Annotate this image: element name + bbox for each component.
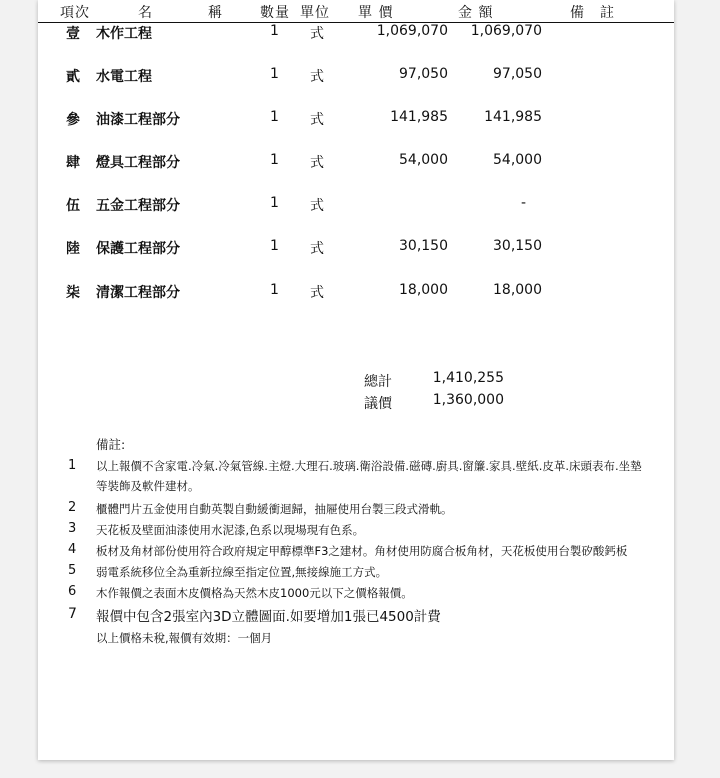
- header-item: 項次: [60, 5, 90, 21]
- item-qty: 1: [270, 152, 279, 168]
- item-number: 貳: [66, 69, 80, 85]
- item-name: 油漆工程部分: [96, 112, 180, 128]
- negotiated-label: 議價: [364, 396, 392, 412]
- table-row: [38, 23, 674, 45]
- remark-text-cont: 等裝飾及軟件建材。: [96, 479, 200, 493]
- item-amount: -: [520, 195, 526, 211]
- remarks-title: 備註:: [96, 437, 126, 452]
- item-amount: 97,050: [493, 66, 542, 82]
- item-name: 木作工程: [96, 26, 152, 42]
- item-amount: 18,000: [493, 282, 542, 298]
- item-price: 1,069,070: [376, 23, 448, 39]
- header-name-b: 稱: [208, 5, 223, 21]
- table-row: [38, 109, 674, 131]
- item-name: 水電工程: [96, 69, 152, 85]
- table-header: [38, 0, 674, 23]
- total-value: 1,410,255: [432, 370, 504, 386]
- item-unit: 式: [310, 198, 324, 214]
- item-number: 壹: [66, 26, 80, 42]
- item-name: 燈具工程部分: [96, 155, 180, 171]
- table-row: [38, 282, 674, 304]
- item-price: 54,000: [399, 152, 448, 168]
- remark-index: 4: [68, 542, 77, 557]
- remark-index: 3: [68, 521, 77, 536]
- item-qty: 1: [270, 109, 279, 125]
- remark-text: 木作報價之表面木皮價格為天然木皮1000元以下之價格報價。: [96, 586, 413, 600]
- item-number: 柒: [66, 285, 80, 301]
- item-name: 清潔工程部分: [96, 285, 180, 301]
- header-amount: 金 額: [458, 5, 494, 21]
- remark-text: 板材及角材部份使用符合政府規定甲醇標準F3之建材。角材使用防腐合板角材，天花板使用台製矽酸鈣板: [96, 544, 628, 558]
- item-qty: 1: [270, 23, 279, 39]
- remark-index: 1: [68, 458, 77, 473]
- item-qty: 1: [270, 238, 279, 254]
- item-unit: 式: [310, 112, 324, 128]
- table-row: [38, 195, 674, 217]
- remark-text: 櫃體門片五金使用自動英製自動緩衝迴歸，抽屜使用台製三段式滑軌。: [96, 502, 453, 516]
- header-remark: 備 註: [570, 5, 615, 21]
- item-price: 18,000: [399, 282, 448, 298]
- item-amount: 141,985: [484, 109, 542, 125]
- item-price: 30,150: [399, 238, 448, 254]
- item-qty: 1: [270, 66, 279, 82]
- header-qty: 數量: [260, 5, 290, 21]
- remark-text: 弱電系統移位全為重新拉線至指定位置,無接線施工方式。: [96, 565, 388, 579]
- item-unit: 式: [310, 285, 324, 301]
- remark-text: 天花板及壁面油漆使用水泥漆,色系以現場現有色系。: [96, 523, 365, 537]
- table-row: [38, 238, 674, 260]
- item-number: 陸: [66, 241, 80, 257]
- remark-index: 7: [68, 606, 77, 622]
- item-unit: 式: [310, 155, 324, 171]
- remark-text: 以上報價不含家電.冷氣.冷氣管線.主燈.大理石.玻璃.衛浴設備.磁磚.廚具.窗簾.家具.壁紙.皮革.床頭表布.坐墊: [96, 459, 642, 473]
- item-name: 五金工程部分: [96, 198, 180, 214]
- header-name-a: 名: [138, 5, 153, 21]
- item-unit: 式: [310, 69, 324, 85]
- remark-index: 5: [68, 563, 77, 578]
- validity-note: 以上價格未稅,報價有效期：一個月: [96, 631, 273, 645]
- item-unit: 式: [310, 241, 324, 257]
- item-amount: 1,069,070: [470, 23, 542, 39]
- total-label: 總計: [364, 374, 392, 390]
- negotiated-value: 1,360,000: [432, 392, 504, 408]
- item-price: 141,985: [390, 109, 448, 125]
- item-amount: 30,150: [493, 238, 542, 254]
- item-price: 97,050: [399, 66, 448, 82]
- item-unit: 式: [310, 26, 324, 42]
- header-unit: 單位: [300, 5, 330, 21]
- table-row: [38, 152, 674, 174]
- item-name: 保護工程部分: [96, 241, 180, 257]
- item-qty: 1: [270, 282, 279, 298]
- item-number: 參: [66, 112, 80, 128]
- remark-index: 2: [68, 500, 77, 515]
- item-qty: 1: [270, 195, 279, 211]
- header-price: 單 價: [358, 5, 394, 21]
- item-amount: 54,000: [493, 152, 542, 168]
- remark-text: 報價中包含2張室內3D立體圖面.如要增加1張已4500計費: [96, 609, 441, 625]
- remark-index: 6: [68, 584, 77, 599]
- item-number: 肆: [66, 155, 80, 171]
- table-row: [38, 66, 674, 88]
- item-number: 伍: [66, 198, 80, 214]
- quotation-page: [38, 0, 674, 760]
